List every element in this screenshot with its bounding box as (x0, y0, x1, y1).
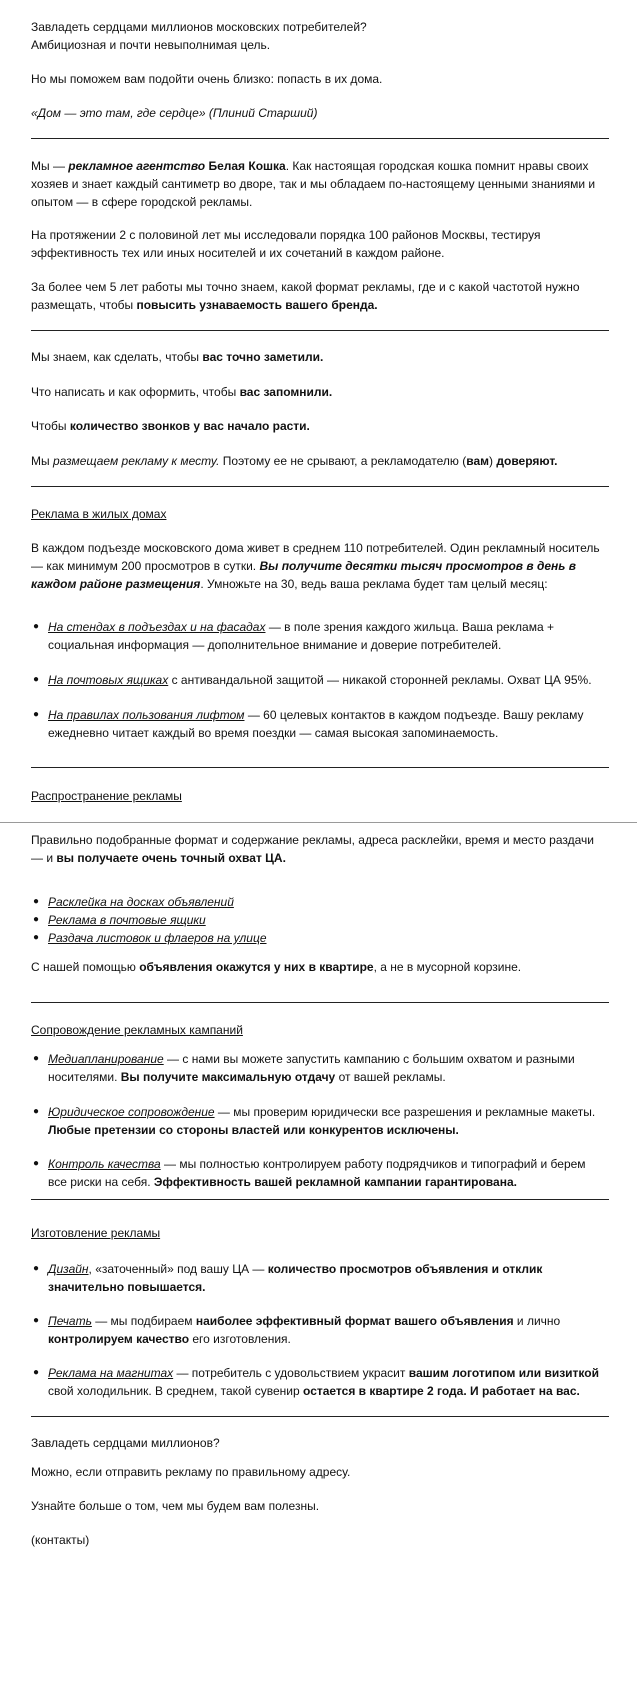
divider (31, 138, 609, 139)
list-item: ● Контроль качества — мы полностью контролируем работу подрядчиков и типографий и берем все риски на себя. Эффективность вашей рекламной кампании гарантирована. (33, 1157, 586, 1189)
list-item (31, 911, 606, 929)
divider (31, 1416, 609, 1417)
about-paragraph: За более чем 5 лет работы мы точно знаем, какой формат рекламы, где и с какой частотой нужно размещать, чтобы повысить узнаваемость вашего бренда. (31, 280, 580, 312)
about-paragraph: На протяжении 2 с половиной лет мы исследовали порядка 100 районов Москвы, тестируя эффективность тех или иных носителей и их сочетаний в каждом районе. (31, 228, 541, 260)
bullet-icon: ● (33, 896, 40, 907)
bullet-icon: ● (33, 1263, 40, 1274)
list-item-link[interactable]: Раздача листовок и флаеров на улице (48, 931, 267, 945)
list-item: ● На почтовых ящиках с антивандальной защитой — никакой сторонней рекламы. Охват ЦА 95%. (33, 673, 592, 687)
list-item-link[interactable]: Контроль качества (48, 1157, 161, 1171)
list-item: ● Дизайн, «заточенный» под вашу ЦА — количество просмотров объявления и отклик значительно повышается. (33, 1262, 543, 1294)
list-item: ● На правилах пользования лифтом — 60 целевых контактов в каждом подъезде. Вашу рекламу ежедневно читает каждый во время поездки — самая высокая запоминаемость. (33, 708, 584, 740)
list-item-link[interactable]: На правилах пользования лифтом (48, 708, 245, 722)
know-line: Мы размещаем рекламу к месту. Поэтому ее не срывают, а рекламодателю (вам) доверяют. (31, 454, 558, 468)
list-item: ● Юридическое сопровождение — мы проверим юридически все разрешения и рекламные макеты. Любые претензии со стороны властей или конкурентов исключены. (33, 1105, 596, 1137)
list-item-link[interactable]: Печать (48, 1314, 92, 1328)
list-item: ● Печать — мы подбираем наиболее эффективный формат вашего объявления и лично контролируем качество его изготовления. (33, 1314, 561, 1346)
intro-text: Амбициозная и почти невыполнимая цель. (31, 38, 271, 52)
bullet-icon: ● (33, 1106, 40, 1117)
page-break-line (0, 822, 637, 823)
bullet-icon: ● (33, 1367, 40, 1378)
divider (31, 486, 609, 487)
distribution-paragraph: Правильно подобранные формат и содержание рекламы, адреса расклейки, время и место раздачи — и вы получаете очень точный охват ЦА. (31, 833, 594, 865)
section-heading-support: Сопровождение рекламных кампаний (31, 1023, 243, 1037)
distribution-paragraph: С нашей помощью объявления окажутся у них в квартире, а не в мусорной корзине. (31, 960, 522, 974)
know-line: Что написать и как оформить, чтобы вас запомнили. (31, 385, 333, 399)
section-heading-residential: Реклама в жилых домах (31, 507, 167, 521)
list-item-link[interactable]: На стендах в подъездах и на фасадах (48, 620, 266, 634)
divider (31, 1199, 609, 1200)
divider (31, 767, 609, 768)
divider (31, 1002, 609, 1003)
list-item-link[interactable]: На почтовых ящиках (48, 673, 169, 687)
outro-line: Можно, если отправить рекламу по правильному адресу. (31, 1465, 351, 1479)
list-item-link[interactable]: Реклама на магнитах (48, 1366, 174, 1380)
bullet-icon: ● (33, 621, 40, 632)
bullet-icon: ● (33, 1158, 40, 1169)
section-heading-production: Изготовление рекламы (31, 1226, 161, 1240)
quote: «Дом — это там, где сердце» (Плиний Старший) (31, 106, 318, 120)
residential-paragraph: В каждом подъезде московского дома живет в среднем 110 потребителей. Один рекламный носитель — как минимум 200 просмотров в сутки. Вы получите десятки тысяч просмотров в день в каждом районе размещения. Умножьте на 30, ведь ваша реклама будет там целый месяц: (31, 541, 600, 591)
divider (31, 330, 609, 331)
know-line: Мы знаем, как сделать, чтобы вас точно заметили. (31, 350, 324, 364)
bullet-icon: ● (33, 1315, 40, 1326)
bullet-icon: ● (33, 1053, 40, 1064)
contacts[interactable]: (контакты) (31, 1533, 90, 1547)
list-item-link[interactable]: Юридическое сопровождение (48, 1105, 215, 1119)
outro-line: Узнайте больше о том, чем мы будем вам полезны. (31, 1499, 320, 1513)
intro-text: Завладеть сердцами миллионов московских потребителей? (31, 20, 367, 34)
list-item: ● На стендах в подъездах и на фасадах — в поле зрения каждого жильца. Ваша реклама + социальная информация — дополнительное внимание и доверие потребителей. (33, 620, 554, 652)
intro-line (31, 18, 606, 54)
list-item-link[interactable]: Медиапланирование (48, 1052, 164, 1066)
bullet-icon: ● (33, 932, 40, 943)
bullet-icon: ● (33, 914, 40, 925)
list-item-link[interactable]: Расклейка на досках объявлений (48, 895, 234, 909)
list-item-link[interactable]: Дизайн (48, 1262, 89, 1276)
intro-line: Но мы поможем вам подойти очень близко: попасть в их дома. (31, 72, 383, 86)
list-item: ● Медиапланирование — с нами вы можете запустить кампанию с большим охватом и разными носителями. Вы получите максимальную отдачу от вашей рекламы. (33, 1052, 575, 1084)
outro-line: Завладеть сердцами миллионов? (31, 1436, 220, 1450)
bullet-icon: ● (33, 709, 40, 720)
list-item (31, 893, 606, 911)
list-item-link[interactable]: Реклама в почтовые ящики (48, 913, 206, 927)
list-item (31, 929, 606, 947)
know-line: Чтобы количество звонков у вас начало расти. (31, 419, 310, 433)
list-item: ● Реклама на магнитах — потребитель с удовольствием украсит вашим логотипом или визиткой свой холодильник. В среднем, такой сувенир остается в квартире 2 года. И работает на вас. (33, 1366, 599, 1398)
bullet-icon: ● (33, 674, 40, 685)
section-heading-distribution: Распространение рекламы (31, 789, 182, 803)
about-paragraph: Мы — рекламное агентство Белая Кошка. Как настоящая городская кошка помнит нравы своих хозяев и знает каждый сантиметр во дворе, так и мы обладаем по-настоящему ценными знаниями и опытом — в сфере городской рекламы. (31, 159, 596, 209)
